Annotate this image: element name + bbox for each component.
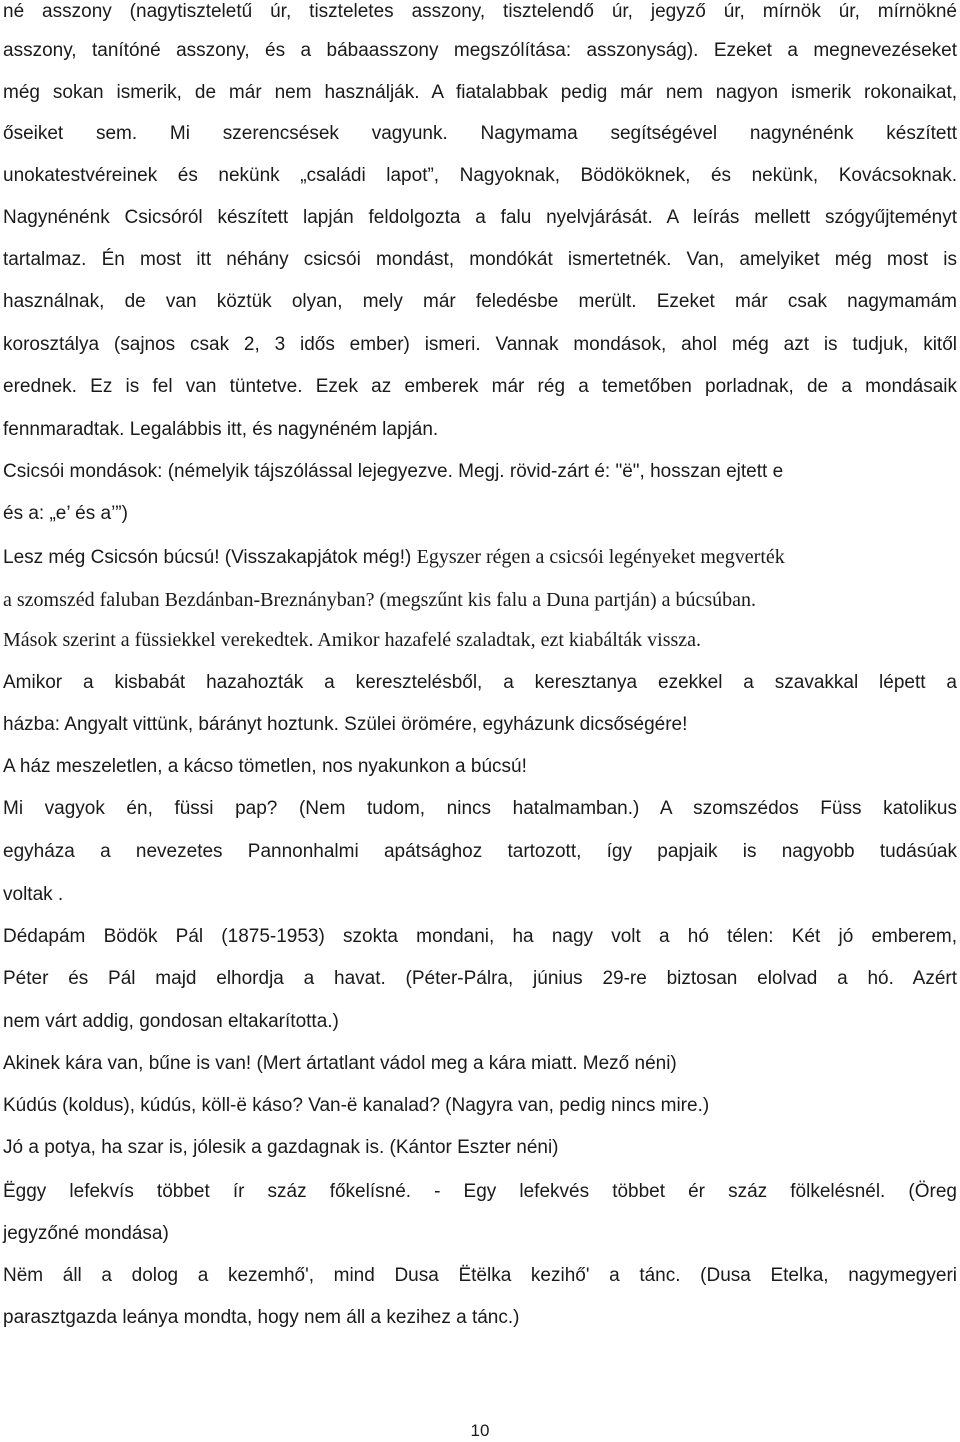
text-line [3, 122, 957, 146]
text-line [3, 418, 957, 442]
text-segment: Amikor a kisbabát hazahozták a keresztelésből, a keresztanya ezekkel a szavakkal lépett a [3, 672, 957, 693]
text-segment: Mi vagyok én, füssi pap? (Nem tudom, nincs hatalmamban.) A szomszédos Füss katolikus [3, 798, 957, 819]
text-line [3, 1136, 957, 1160]
text-segment: A ház meszeletlen, a kácso tömetlen, nos nyakunkon a búcsú! [3, 756, 527, 777]
text-line [3, 588, 957, 613]
text-line [3, 671, 957, 695]
text-segment: Nëm áll a dolog a kezemhő', mind Dusa Ëtëlka kezihő' a tánc. (Dusa Etelka, nagymegyeri [3, 1265, 957, 1286]
text-segment: még sokan ismerik, de már nem használják. A fiatalabbak pedig már nem nagyon ismerik rokonaikat, [3, 82, 957, 103]
text-line [3, 1010, 957, 1034]
text-line [3, 755, 957, 779]
text-segment: fennmaradtak. Legalábbis itt, és nagynéném lapján. [3, 419, 439, 440]
text-line [3, 460, 957, 484]
text-segment: asszony, tanítóné asszony, és a bábaasszony megszólítása: asszonyság). Ezeket a megnevezéseket [3, 40, 957, 61]
text-segment: Péter és Pál majd elhordja a havat. (Péter-Pálra, június 29-re biztosan elolvad a hó. Azért [3, 968, 957, 989]
text-segment: Lesz még Csicsón búcsú! (Visszakapjátok még!) [3, 547, 417, 568]
text-segment: jegyzőné mondása) [3, 1223, 169, 1244]
text-segment: Ëggy lefekvís többet ír száz főkelísné. - Egy lefekvés többet ér száz fölkelésnél. (Öreg [3, 1181, 957, 1202]
text-segment: Egyszer régen a csicsói legényeket megverték [416, 546, 785, 568]
text-segment: Akinek kára van, bűne is van! (Mert ártatlant vádol meg a kára miatt. Mező néni) [3, 1053, 677, 1074]
text-line [3, 925, 957, 949]
text-line [3, 713, 957, 737]
text-segment: egyháza a nevezetes Pannonhalmi apátsághoz tartozott, így papjaik is nagyobb tudásúak [3, 841, 957, 862]
text-segment: Dédapám Bödök Pál (1875-1953) szokta mondani, ha nagy volt a hó télen: Két jó emberem, [3, 926, 957, 947]
text-segment: né asszony (nagytiszteletű úr, tiszteletes asszony, tisztelendő úr, jegyző úr, mírnök úr, mírnökné [3, 1, 957, 22]
text-line [3, 0, 957, 24]
text-line [3, 1306, 957, 1330]
text-segment: tartalmaz. Én most itt néhány csicsói mondást, mondókát ismertetnék. Van, amelyiket még most is [3, 249, 957, 270]
text-line [3, 1264, 957, 1288]
text-line [3, 1180, 957, 1204]
text-line [3, 545, 957, 570]
text-line [3, 1052, 957, 1076]
text-segment: korosztálya (sajnos csak 2, 3 idős ember) ismeri. Vannak mondások, ahol még azt is tudjuk, kitől [3, 334, 957, 355]
text-line [3, 797, 957, 821]
text-segment: parasztgazda leánya mondta, hogy nem áll a kezihez a tánc.) [3, 1307, 520, 1328]
text-line [3, 1222, 957, 1246]
text-segment: Nagynénénk Csicsóról készített lapján feldolgozta a falu nyelvjárását. A leírás mellett szógyűjteményt [3, 207, 957, 228]
text-line [3, 502, 957, 526]
text-segment: Csicsói mondások: (némelyik tájszólással lejegyezve. Megj. rövid-zárt é: "ë", hosszan ejtett e [3, 461, 784, 482]
text-segment: Kúdús (koldus), kúdús, köll-ë káso? Van-ë kanalad? (Nagyra van, pedig nincs mire.) [3, 1095, 710, 1116]
text-line [3, 883, 957, 907]
text-segment: és a: „e’ és a’”) [3, 503, 128, 524]
text-line [3, 290, 957, 314]
text-segment: Jó a potya, ha szar is, jólesik a gazdagnak is. (Kántor Eszter néni) [3, 1137, 559, 1158]
text-line [3, 840, 957, 864]
text-segment: voltak . [3, 884, 64, 905]
text-line [3, 81, 957, 105]
text-segment: Mások szerint a füssiekkel verekedtek. Amikor hazafelé szaladtak, ezt kiabálták vissza. [3, 629, 702, 651]
text-line [3, 1094, 957, 1118]
text-segment: használnak, de van köztük olyan, mely már feledésbe merült. Ezeket már csak nagymamám [3, 291, 957, 312]
text-line [3, 164, 957, 188]
text-line [3, 628, 957, 653]
text-line [3, 39, 957, 63]
text-segment: nem várt addig, gondosan eltakarította.) [3, 1011, 339, 1032]
text-segment: a szomszéd faluban Bezdánban-Breznányban? (megszűnt kis falu a Duna partján) a búcsúban. [3, 589, 757, 611]
text-segment: őseiket sem. Mi szerencsések vagyunk. [3, 123, 481, 144]
text-line [3, 248, 957, 272]
text-line [3, 333, 957, 357]
page-number: 10 [470, 1421, 490, 1440]
text-line [3, 375, 957, 399]
text-segment: unokatestvéreinek és nekünk „családi lapot”, Nagyoknak, Bödököknek, és nekünk, Kovácsoknak. [3, 165, 957, 186]
text-line [3, 967, 957, 991]
text-segment: Nagymama segítségével nagynénénk készített [480, 123, 957, 144]
text-line [3, 206, 957, 230]
text-segment: erednek. Ez is fel van tüntetve. Ezek az emberek már rég a temetőben porladnak, de a mondásaik [3, 376, 957, 397]
text-segment: házba: Angyalt vittünk, bárányt hoztunk. Szülei örömére, egyházunk dicsőségére! [3, 714, 688, 735]
